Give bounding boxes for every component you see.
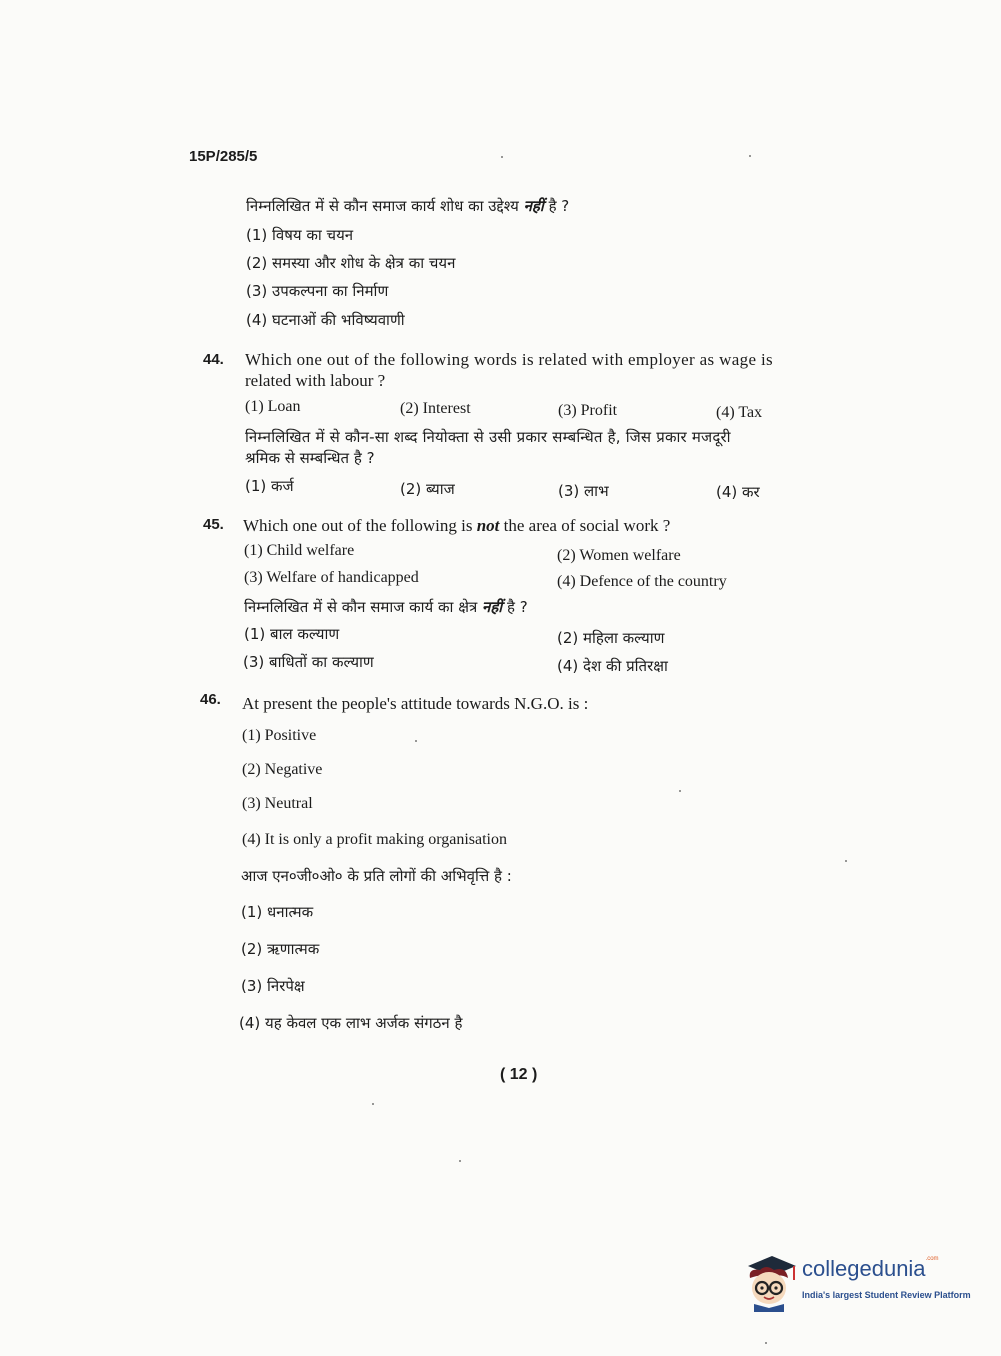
logo-tagline: India's largest Student Review Platform (802, 1290, 971, 1300)
q45-hindi-stem-before: निम्नलिखित में से कौन समाज कार्य का क्षेत्र (244, 598, 483, 616)
q46-hindi-option-4: (4) यह केवल एक लाभ अर्जक संगठन है (239, 1014, 463, 1032)
q45-hindi-option-4: (4) देश की प्रतिरक्षा (557, 657, 668, 675)
scan-speck (501, 156, 503, 158)
q43-hindi-stem-before: निम्नलिखित में से कौन समाज कार्य शोध का उद्देश्य (246, 197, 524, 215)
scan-speck (372, 1103, 374, 1105)
q46-number: 46. (200, 691, 221, 708)
q45-stem-before: Which one out of the following is (243, 516, 477, 535)
q44-hindi-stem-line1: निम्नलिखित में से कौन-सा शब्द नियोक्ता से उसी प्रकार सम्बन्धित है, जिस प्रकार मजदूरी (245, 428, 731, 446)
collegedunia-logo (742, 1250, 972, 1316)
q43-hindi-stem-neg: नहीं (523, 197, 544, 215)
scan-speck (679, 790, 681, 792)
q43-hindi-option-1: (1) विषय का चयन (246, 226, 354, 244)
q45-hindi-option-3: (3) बाधितों का कल्याण (243, 653, 374, 671)
q44-option-2: (2) Interest (400, 400, 471, 417)
logo-brand-suffix: .com (925, 1256, 939, 1262)
q44-hindi-option-1: (1) कर्ज (245, 477, 294, 495)
page-number: ( 12 ) (500, 1066, 538, 1083)
q46-hindi-stem: आज एन०जी०ओ० के प्रति लोगों की अभिवृत्ति है : (241, 867, 512, 885)
q44-option-3: (3) Profit (558, 402, 618, 419)
q44-stem-line2: related with labour ? (245, 371, 386, 390)
scan-speck (749, 155, 751, 157)
q45-hindi-stem-after: है ? (502, 598, 528, 616)
q44-hindi-option-4: (4) कर (716, 483, 760, 501)
q46-option-1: (1) Positive (242, 727, 317, 744)
q45-option-3: (3) Welfare of handicapped (244, 569, 419, 586)
q45-stem-after: the area of social work ? (499, 516, 671, 535)
q45-hindi-option-1: (1) बाल कल्याण (244, 625, 340, 643)
scan-speck (845, 860, 847, 862)
q43-hindi-stem (246, 196, 569, 216)
q45-option-4: (4) Defence of the country (557, 573, 727, 590)
q44-number: 44. (203, 351, 224, 368)
scan-speck (459, 1160, 461, 1162)
q46-hindi-option-2: (2) ऋणात्मक (241, 940, 320, 958)
q46-option-2: (2) Negative (242, 761, 323, 778)
scan-speck (415, 740, 417, 742)
q43-hindi-option-3: (3) उपकल्पना का निर्माण (246, 282, 389, 300)
q45-option-1: (1) Child welfare (244, 542, 355, 559)
q45-hindi-stem-neg: नहीं (482, 598, 503, 616)
q45-hindi-option-2: (2) महिला कल्याण (557, 629, 665, 647)
q43-hindi-stem-after: है ? (543, 197, 570, 215)
scan-speck (765, 1342, 767, 1344)
q45-hindi-stem (244, 597, 528, 617)
q44-hindi-option-2: (2) ब्याज (400, 480, 455, 498)
q45-option-2: (2) Women welfare (557, 547, 681, 564)
q43-hindi-option-4: (4) घटनाओं की भविष्यवाणी (246, 311, 405, 329)
q44-option-1: (1) Loan (245, 398, 301, 415)
q45-stem (243, 516, 670, 536)
mascot-icon (742, 1250, 800, 1312)
q46-option-3: (3) Neutral (242, 795, 313, 812)
q44-stem-line1: Which one out of the following words is related with employer as wage is (245, 350, 773, 369)
q45-stem-neg: not (476, 516, 500, 535)
q44-option-4: (4) Tax (716, 404, 763, 421)
q46-option-4: (4) It is only a profit making organisation (242, 831, 507, 848)
logo-brand (802, 1256, 939, 1282)
q43-hindi-option-2: (2) समस्या और शोध के क्षेत्र का चयन (246, 254, 456, 272)
q44-hindi-stem-line2: श्रमिक से सम्बन्धित है ? (245, 449, 375, 467)
q44-hindi-option-3: (3) लाभ (558, 482, 609, 500)
q46-hindi-option-3: (3) निरपेक्ष (241, 977, 305, 995)
paper-code: 15P/285/5 (189, 148, 258, 165)
q46-hindi-option-1: (1) धनात्मक (241, 903, 314, 921)
q46-stem: At present the people's attitude towards N.G.O. is : (242, 694, 589, 713)
logo-brand-name: collegedunia (802, 1256, 926, 1281)
q45-number: 45. (203, 516, 224, 533)
